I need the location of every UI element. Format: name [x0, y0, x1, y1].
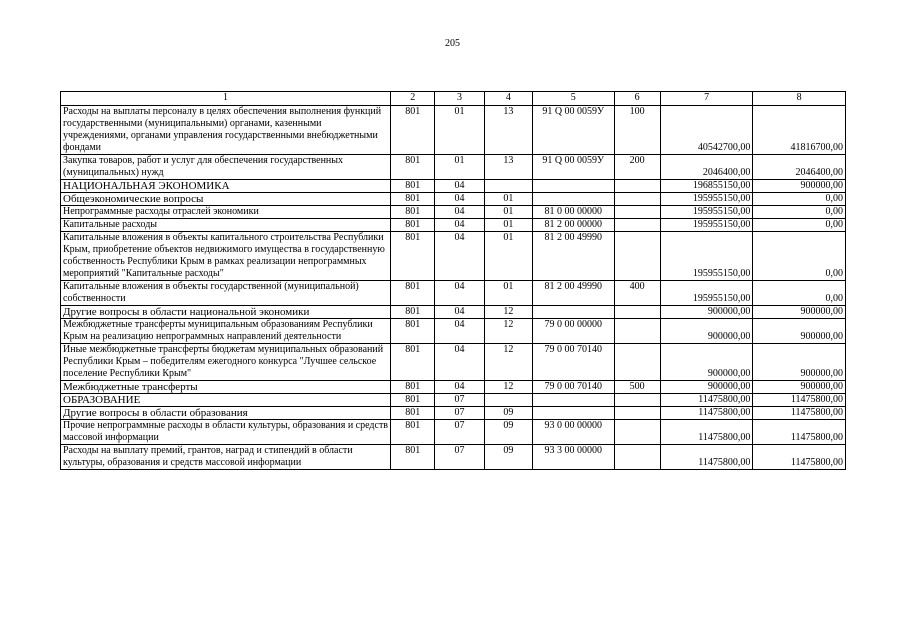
code-section: 07 [435, 420, 484, 445]
code-target-article: 81 0 00 00000 [532, 206, 614, 219]
table-row [61, 106, 846, 155]
code-target-article: 79 0 00 70140 [532, 344, 614, 381]
code-target-article: 81 2 00 49990 [532, 281, 614, 306]
code-expense-type [614, 180, 660, 193]
table-row [61, 206, 846, 219]
amount-year-2: 11475800,00 [753, 394, 846, 407]
amount-year-2: 2046400,00 [753, 155, 846, 180]
code-section: 04 [435, 306, 484, 319]
code-subsection: 13 [484, 106, 532, 155]
amount-year-1: 11475800,00 [660, 394, 753, 407]
row-name: Непрограммные расходы отраслей экономики [61, 206, 391, 219]
table-row [61, 155, 846, 180]
code-section: 04 [435, 281, 484, 306]
row-name: Прочие непрограммные расходы в области культуры, образования и средств массовой информации [61, 420, 391, 445]
code-target-article [532, 306, 614, 319]
table-body [61, 106, 846, 470]
code-target-article [532, 180, 614, 193]
code-subsection: 12 [484, 306, 532, 319]
code-expense-type [614, 344, 660, 381]
amount-year-2: 41816700,00 [753, 106, 846, 155]
code-section: 04 [435, 344, 484, 381]
code-target-article [532, 193, 614, 206]
column-header: 8 [753, 92, 846, 106]
code-section: 04 [435, 193, 484, 206]
amount-year-2: 0,00 [753, 206, 846, 219]
code-chapter: 801 [391, 445, 435, 470]
amount-year-2: 0,00 [753, 193, 846, 206]
code-expense-type [614, 193, 660, 206]
code-chapter: 801 [391, 420, 435, 445]
amount-year-1: 195955150,00 [660, 232, 753, 281]
amount-year-2: 900000,00 [753, 381, 846, 394]
column-header: 2 [391, 92, 435, 106]
code-expense-type [614, 306, 660, 319]
code-subsection: 01 [484, 232, 532, 281]
code-target-article: 81 2 00 49990 [532, 232, 614, 281]
table-row [61, 420, 846, 445]
amount-year-2: 0,00 [753, 232, 846, 281]
code-chapter: 801 [391, 106, 435, 155]
row-name: Иные межбюджетные трансферты бюджетам муниципальных образований Республики Крым – победителям ежегодного конкурса "Лучшее сельское поселение Республики Крым" [61, 344, 391, 381]
amount-year-2: 900000,00 [753, 306, 846, 319]
column-header: 5 [532, 92, 614, 106]
column-number-row [61, 92, 846, 106]
code-target-article [532, 407, 614, 420]
code-section: 04 [435, 219, 484, 232]
code-expense-type: 100 [614, 106, 660, 155]
code-section: 01 [435, 106, 484, 155]
code-target-article: 81 2 00 00000 [532, 219, 614, 232]
code-expense-type [614, 445, 660, 470]
code-chapter: 801 [391, 232, 435, 281]
code-chapter: 801 [391, 155, 435, 180]
code-section: 04 [435, 206, 484, 219]
table-row [61, 394, 846, 407]
amount-year-1: 195955150,00 [660, 219, 753, 232]
table-row [61, 219, 846, 232]
code-section: 04 [435, 319, 484, 344]
amount-year-2: 0,00 [753, 219, 846, 232]
code-section: 07 [435, 445, 484, 470]
row-name: Капитальные вложения в объекты государственной (муниципальной) собственности [61, 281, 391, 306]
amount-year-2: 900000,00 [753, 319, 846, 344]
amount-year-2: 0,00 [753, 281, 846, 306]
code-section: 04 [435, 232, 484, 281]
amount-year-1: 900000,00 [660, 319, 753, 344]
amount-year-1: 900000,00 [660, 381, 753, 394]
code-section: 07 [435, 394, 484, 407]
code-subsection [484, 394, 532, 407]
column-header: 4 [484, 92, 532, 106]
code-expense-type: 500 [614, 381, 660, 394]
column-header: 1 [61, 92, 391, 106]
code-target-article: 93 0 00 00000 [532, 420, 614, 445]
amount-year-1: 196855150,00 [660, 180, 753, 193]
row-name: Капитальные расходы [61, 219, 391, 232]
code-subsection: 12 [484, 381, 532, 394]
table-row [61, 281, 846, 306]
code-chapter: 801 [391, 180, 435, 193]
amount-year-1: 195955150,00 [660, 281, 753, 306]
code-subsection: 09 [484, 445, 532, 470]
code-section: 04 [435, 381, 484, 394]
code-section: 07 [435, 407, 484, 420]
code-expense-type: 400 [614, 281, 660, 306]
code-chapter: 801 [391, 306, 435, 319]
code-expense-type: 200 [614, 155, 660, 180]
code-subsection: 01 [484, 193, 532, 206]
table-row [61, 381, 846, 394]
code-target-article: 79 0 00 70140 [532, 381, 614, 394]
code-subsection: 01 [484, 281, 532, 306]
row-name: Межбюджетные трансферты [61, 381, 391, 394]
code-expense-type [614, 420, 660, 445]
column-header: 6 [614, 92, 660, 106]
page-number: 205 [445, 38, 460, 49]
code-target-article: 91 Q 00 0059У [532, 106, 614, 155]
code-subsection: 01 [484, 219, 532, 232]
amount-year-2: 900000,00 [753, 180, 846, 193]
code-subsection: 12 [484, 319, 532, 344]
code-expense-type [614, 232, 660, 281]
code-target-article [532, 394, 614, 407]
code-subsection [484, 180, 532, 193]
amount-year-1: 195955150,00 [660, 193, 753, 206]
amount-year-2: 11475800,00 [753, 407, 846, 420]
code-subsection: 13 [484, 155, 532, 180]
code-chapter: 801 [391, 219, 435, 232]
table-row [61, 232, 846, 281]
amount-year-1: 11475800,00 [660, 420, 753, 445]
amount-year-1: 2046400,00 [660, 155, 753, 180]
code-chapter: 801 [391, 344, 435, 381]
code-chapter: 801 [391, 193, 435, 206]
code-chapter: 801 [391, 206, 435, 219]
table-row [61, 319, 846, 344]
code-chapter: 801 [391, 319, 435, 344]
column-header: 3 [435, 92, 484, 106]
row-name: ОБРАЗОВАНИЕ [61, 394, 391, 407]
code-subsection: 12 [484, 344, 532, 381]
amount-year-1: 900000,00 [660, 306, 753, 319]
code-target-article: 79 0 00 00000 [532, 319, 614, 344]
table-row [61, 344, 846, 381]
row-name: Другие вопросы в области национальной экономики [61, 306, 391, 319]
code-expense-type [614, 407, 660, 420]
budget-table [60, 91, 846, 470]
code-subsection: 01 [484, 206, 532, 219]
row-name: Общеэкономические вопросы [61, 193, 391, 206]
table-row [61, 306, 846, 319]
code-target-article: 93 3 00 00000 [532, 445, 614, 470]
code-subsection: 09 [484, 407, 532, 420]
code-expense-type [614, 319, 660, 344]
amount-year-1: 11475800,00 [660, 445, 753, 470]
row-name: Межбюджетные трансферты муниципальным образованиям Республики Крым на реализацию непрограммных направлений деятельности [61, 319, 391, 344]
amount-year-2: 900000,00 [753, 344, 846, 381]
code-chapter: 801 [391, 381, 435, 394]
amount-year-1: 195955150,00 [660, 206, 753, 219]
row-name: Расходы на выплаты персоналу в целях обеспечения выполнения функций государственными (муниципальными) органами, казенными учреждениями, органами управления государственными внебюджетными фондами [61, 106, 391, 155]
code-target-article: 91 Q 00 0059У [532, 155, 614, 180]
row-name: Другие вопросы в области образования [61, 407, 391, 420]
amount-year-2: 11475800,00 [753, 445, 846, 470]
code-section: 01 [435, 155, 484, 180]
table-row [61, 193, 846, 206]
table-row [61, 445, 846, 470]
amount-year-1: 11475800,00 [660, 407, 753, 420]
amount-year-1: 900000,00 [660, 344, 753, 381]
code-expense-type [614, 206, 660, 219]
row-name: Капитальные вложения в объекты капитального строительства Республики Крым, приобретение объектов недвижимого имущества в государственную собственность Республики Крым в рамках реализации непрограммных мероприятий "Капитальные расходы" [61, 232, 391, 281]
code-chapter: 801 [391, 394, 435, 407]
table-row [61, 180, 846, 193]
column-header: 7 [660, 92, 753, 106]
code-expense-type [614, 394, 660, 407]
amount-year-1: 40542700,00 [660, 106, 753, 155]
amount-year-2: 11475800,00 [753, 420, 846, 445]
code-chapter: 801 [391, 407, 435, 420]
table-row [61, 407, 846, 420]
code-section: 04 [435, 180, 484, 193]
code-chapter: 801 [391, 281, 435, 306]
code-subsection: 09 [484, 420, 532, 445]
code-expense-type [614, 219, 660, 232]
row-name: НАЦИОНАЛЬНАЯ ЭКОНОМИКА [61, 180, 391, 193]
row-name: Закупка товаров, работ и услуг для обеспечения государственных (муниципальных) нужд [61, 155, 391, 180]
row-name: Расходы на выплату премий, грантов, наград и стипендий в области культуры, образования и средств массовой информации [61, 445, 391, 470]
